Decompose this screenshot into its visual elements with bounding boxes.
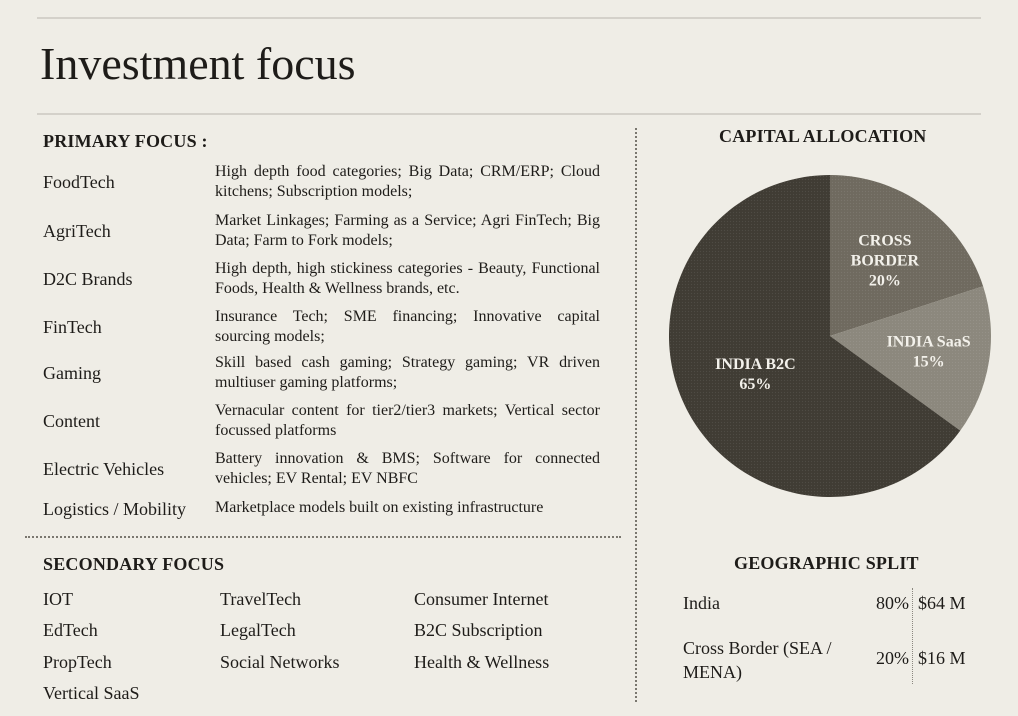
focus-label: D2C Brands	[43, 269, 133, 289]
focus-description: Battery innovation & BMS; Software for connected vehicles; EV Rental; EV NBFC	[215, 450, 600, 487]
section-divider-horizontal	[25, 536, 621, 538]
focus-label: AgriTech	[43, 221, 111, 241]
top-rule	[37, 17, 981, 19]
geographic-split-heading: GEOGRAPHIC SPLIT	[734, 553, 919, 573]
pie-slice-label: INDIA SaaS	[886, 333, 971, 351]
secondary-item: EdTech	[43, 620, 98, 640]
focus-description: Marketplace models built on existing infrastructure	[215, 499, 544, 516]
pie-slice-percent: 15%	[912, 353, 945, 371]
secondary-item: Consumer Internet	[414, 589, 549, 609]
focus-label: Gaming	[43, 363, 101, 383]
focus-label: FoodTech	[43, 172, 115, 192]
secondary-item: PropTech	[43, 652, 112, 672]
page-title: Investment focus	[40, 38, 356, 89]
geo-region-label: India	[683, 593, 720, 613]
section-divider-vertical	[635, 128, 637, 702]
geo-amount: $64 M	[918, 593, 966, 613]
capital-allocation-pie	[660, 166, 1000, 506]
focus-description: Skill based cash gaming; Strategy gaming; VR driven multiuser gaming platforms;	[215, 354, 600, 391]
focus-description: Insurance Tech; SME financing; Innovative capital sourcing models;	[215, 308, 600, 345]
geo-region-label: Cross Border (SEA / MENA)	[683, 638, 832, 682]
secondary-item: LegalTech	[220, 620, 296, 640]
pie-slice-percent: 65%	[739, 376, 772, 394]
pie-slice-label: CROSS	[858, 232, 912, 250]
pie-slice-percent: 20%	[868, 272, 901, 290]
primary-focus-heading: PRIMARY FOCUS :	[43, 131, 208, 151]
secondary-focus-heading: SECONDARY FOCUS	[43, 554, 225, 574]
focus-label: Logistics / Mobility	[43, 499, 187, 519]
secondary-item: Health & Wellness	[414, 652, 550, 672]
geo-percent: 80%	[876, 593, 909, 613]
capital-allocation-heading: CAPITAL ALLOCATION	[719, 126, 927, 146]
secondary-item: Social Networks	[220, 652, 340, 672]
secondary-item: TravelTech	[220, 589, 302, 609]
focus-description: Vernacular content for tier2/tier3 markets; Vertical sector focussed platforms	[215, 402, 600, 439]
geo-percent: 20%	[876, 648, 909, 668]
geo-amount: $16 M	[918, 648, 966, 668]
secondary-item: IOT	[43, 589, 73, 609]
focus-label: Electric Vehicles	[43, 459, 165, 479]
pie-slice-label: INDIA B2C	[715, 356, 796, 374]
title-rule	[37, 113, 981, 115]
geo-column-divider	[912, 588, 913, 684]
pie-slice-label: BORDER	[850, 252, 920, 270]
focus-description: High depth food categories; Big Data; CRM/ERP; Cloud kitchens; Subscription models;	[215, 163, 600, 200]
focus-label: Content	[43, 411, 100, 431]
focus-description: High depth, high stickiness categories - Beauty, Functional Foods, Health & Wellness brands, etc.	[215, 260, 600, 297]
secondary-item: B2C Subscription	[414, 620, 543, 640]
focus-description: Market Linkages; Farming as a Service; Agri FinTech; Big Data; Farm to Fork models;	[215, 212, 600, 249]
secondary-item: Vertical SaaS	[43, 683, 140, 703]
focus-label: FinTech	[43, 317, 102, 337]
